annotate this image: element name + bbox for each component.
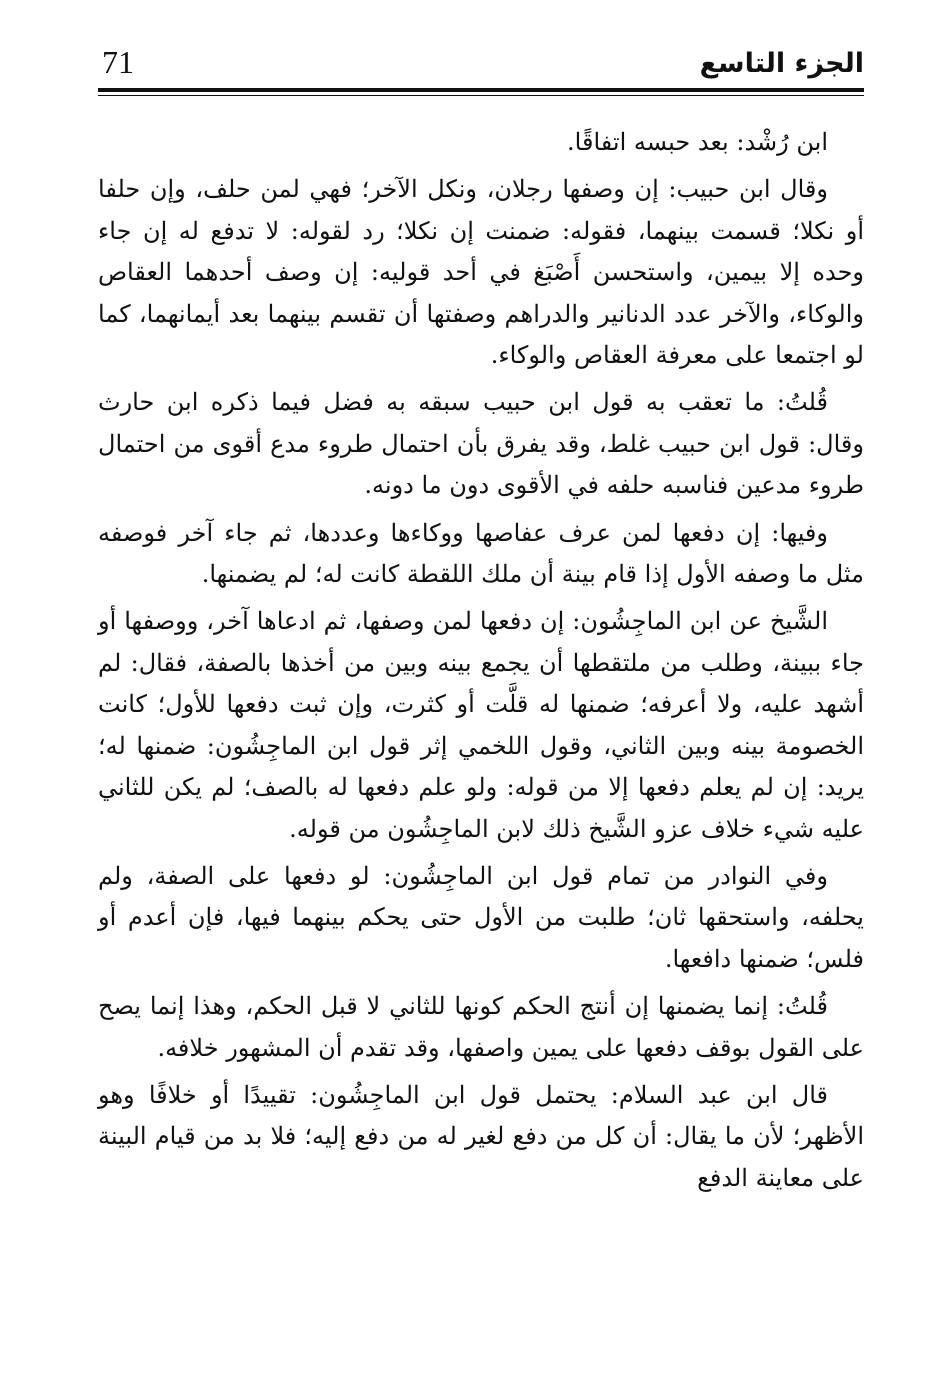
paragraph-8: قال ابن عبد السلام: يحتمل قول ابن الماجِشُون: تقييدًا أو خلافًا وهو الأظهر؛ لأن ما يقال: أن كل من دفع لغير له من دفع إليه؛ فلا بد من قيام البينة على معاينة الدفع (98, 1080, 864, 1192)
paragraph-5: الشَّيخ عن ابن الماجِشُون: إن دفعها لمن وصفها، ثم ادعاها آخر، ووصفها أو جاء ببينة، وطلب من ملتقطها أن يجمع بينه وبين من أخذها بالصفة، فقال: لم أشهد عليه، ولا أعرفه؛ ضمنها له قلَّت أو كثرت، وإن ثبت دفعها للأول؛ كانت الخصومة بينه وبين الثاني، وقول اللخمي إثر قول ابن الماجِشُون: ضمنها له؛ يريد: إن لم يعلم دفعها إلا من قوله: ولو علم دفعها له بالصف؛ لم يكن للثاني عليه شيء خلاف عزو الشَّيخ ذلك لابن الماجِشُون من قوله. (98, 607, 864, 843)
paragraph-6: وفي النوادر من تمام قول ابن الماجِشُون: لو دفعها على الصفة، ولم يحلفه، واستحقها ثان؛ طلبت من الأول حتى يحكم بينهما فيها، فإن أعدم أو فلس؛ ضمنها دافعها. (98, 861, 864, 973)
header-rule-thick (98, 88, 864, 92)
page-header (98, 40, 864, 86)
page-number: 71 (102, 44, 134, 80)
header-rule-thin (98, 95, 864, 96)
body-text (98, 122, 864, 1205)
paragraph-7: قُلتُ: إنما يضمنها إن أنتج الحكم كونها للثاني لا قبل الحكم، وهذا إنما يصح على القول بوقف دفعها على يمين واصفها، وقد تقدم أن المشهور خلافه. (98, 992, 864, 1062)
paragraph-4: وفيها: إن دفعها لمن عرف عفاصها ووكاءها وعددها، ثم جاء آخر فوصفه مثل ما وصفه الأول إذا قام بينة أن ملك اللقطة كانت له؛ لم يضمنها. (98, 518, 864, 589)
paragraph-1: ابن رُشْد: بعد حبسه اتفاقًا. (567, 128, 828, 156)
paragraph-2: وقال ابن حبيب: إن وصفها رجلان، ونكل الآخر؛ فهي لمن حلف، وإن حلفا أو نكلا؛ قسمت بينهما، فقوله: ضمنت إن نكلا؛ رد لقوله: لا تدفع له إن جاء وحده إلا بيمين، واستحسن أَصْبَغ في أحد قوليه: إن وصف أحدهما العقاص والوكاء، والآخر عدد الدنانير والدراهم وصفتها أن تقسم بينهما بعد أيمانهما، كما لو اجتمعا على معرفة العقاص والوكاء. (98, 175, 865, 370)
paragraph-3: قُلتُ: ما تعقب به قول ابن حبيب سبقه به فضل فيما ذكره ابن حارث وقال: قول ابن حبيب غلط، وقد يفرق بأن احتمال طروء مدع أقوى من احتمال طروء مدعين فناسبه حلفه في الأقوى دون ما دونه. (98, 388, 864, 500)
running-title: الجزء التاسع (699, 48, 864, 79)
